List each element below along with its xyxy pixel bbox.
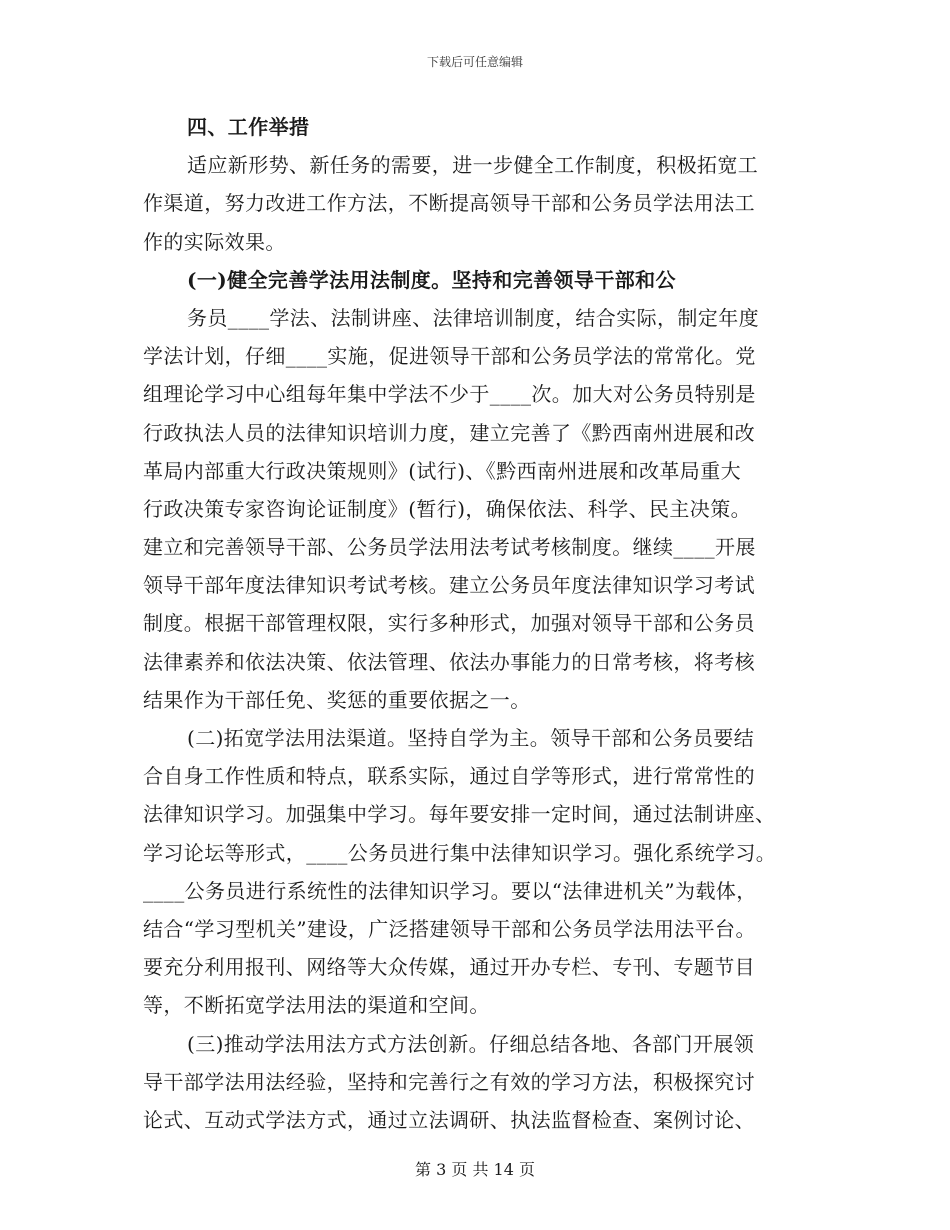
paragraph-line: (三)推动学法用法方式方法创新。仔细总结各地、各部门开展领 xyxy=(187,1031,755,1056)
paragraph-line: 适应新形势、新任务的需要，进一步健全工作制度，积极拓宽工 xyxy=(187,153,759,178)
paragraph-line: ____公务员进行系统性的法律知识学习。要以“法律进机关”为载体， xyxy=(143,878,757,903)
paragraph-line: 领导干部年度法律知识考试考核。建立公务员年度法律知识学习考试 xyxy=(143,573,755,598)
paragraph-line: 法律知识学习。加强集中学习。每年要安排一定时间，通过法制讲座、 xyxy=(143,802,776,827)
paragraph-line: 务员____学法、法制讲座、法律培训制度，结合实际，制定年度 xyxy=(187,305,759,330)
paragraph-line: 学法计划，仔细____实施，促进领导干部和公务员学法的常常化。党 xyxy=(143,344,756,369)
paragraph-line: 结果作为干部任免、奖惩的重要依据之一。 xyxy=(143,687,531,712)
section-heading-line: (一)健全完善学法用法制度。坚持和完善领导干部和公 xyxy=(187,267,676,292)
paragraph-line: 结合“学习型机关”建设，广泛搭建领导干部和公务员学法用法平台。 xyxy=(143,916,756,941)
paragraph-line: 学习论坛等形式，____公务员进行集中法律知识学习。强化系统学习。 xyxy=(143,840,777,865)
paragraph-line: 制度。根据干部管理权限，实行多种形式，加强对领导干部和公务员 xyxy=(143,611,755,636)
paragraph-line: 作的实际效果。 xyxy=(143,229,286,254)
section-heading-line: 四、工作举措 xyxy=(187,115,310,139)
paragraph-line: (二)拓宽学法用法渠道。坚持自学为主。领导干部和公务员要结 xyxy=(187,726,755,750)
page-footer: 第 3 页 共 14 页 xyxy=(415,1160,535,1179)
paragraph-line: 等，不断拓宽学法用法的渠道和空间。 xyxy=(143,993,490,1018)
paragraph-line: 论式、互动式学法方式，通过立法调研、执法监督检查、案例讨论、 xyxy=(143,1107,755,1132)
paragraph-line: 导干部学法用法经验，坚持和完善行之有效的学习方法，积极探究讨 xyxy=(143,1069,755,1094)
page-header: 下载后可任意编辑 xyxy=(426,55,523,69)
paragraph-line: 合自身工作性质和特点，联系实际，通过自学等形式，进行常常性的 xyxy=(143,764,755,789)
paragraph-line: 法律素养和依法决策、依法管理、依法办事能力的日常考核，将考核 xyxy=(143,649,755,674)
paragraph-line: 要充分利用报刊、网络等大众传媒，通过开办专栏、专刊、专题节目 xyxy=(143,955,755,980)
paragraph-line: 行政决策专家咨询论证制度》(暂行)，确保依法、科学、民主决策。 xyxy=(143,496,752,521)
paragraph-line: 作渠道，努力改进工作方法，不断提高领导干部和公务员学法用法工 xyxy=(143,191,755,216)
paragraph-line: 行政执法人员的法律知识培训力度，建立完善了《黔西南州进展和改 xyxy=(143,420,755,445)
paragraph-line: 革局内部重大行政决策规则》(试行)、《黔西南州进展和改革局重大 xyxy=(143,458,742,483)
paragraph-line: 组理论学习中心组每年集中学法不少于____次。加大对公务员特别是 xyxy=(143,382,756,407)
paragraph-line: 建立和完善领导干部、公务员学法用法考试考核制度。继续____开展 xyxy=(143,535,756,560)
document-body xyxy=(143,108,813,1139)
